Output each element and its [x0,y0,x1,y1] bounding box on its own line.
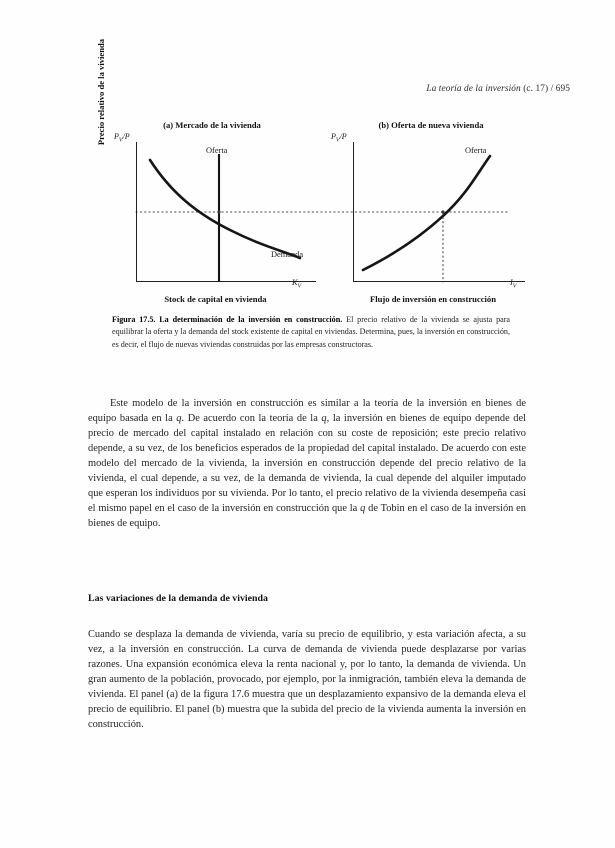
figure-caption [112,314,510,351]
figure-caption-title: Figura 17.5. La determinación de la inversión en construcción. [112,315,343,324]
p1-part-2: . De acuerdo con la teoría de la [181,413,322,425]
panel-b-curves [335,120,528,310]
panel-a-title: (a) Mercado de la vivienda [163,120,261,130]
panel-b-x-axis-label: Flujo de inversión en construcción [369,294,497,304]
p1-q-2: q [321,413,327,425]
panel-b-x-axis-symbol: $I_V$ [510,278,517,290]
p1-part-3: , la inversión en bienes de equipo depende del precio de mercado del capital instalado en relación con su coste de reposición; este precio relativo depende, a su vez, de los beneficios esperados de la propiedad del capital instalado. De acuerdo con este modelo del mercado de la vivienda, la inversión en construcción depende del precio relativo de la vivienda, el cual depende, a su vez, de la demanda de vivienda, la cual depende del alquiler imputado que esperan los individuos por su vivienda. Por lo tanto, el precio relativo de la vivienda desempeña casi el mismo papel en el caso de la inversión en construcción que la [88,413,526,515]
panel-a-y-axis-symbol: $P_V/P$ [114,132,130,144]
running-head-chapter: (c. 17) [523,84,549,94]
section-heading: Las variaciones de la demanda de vivienda [88,593,268,604]
figure-caption-body: El precio relativo de la vivienda se ajusta para equilibrar la oferta y la demanda del stock existente de capital en viviendas. Determina, pues, la inversión en construcción, es decir, el flujo de nuevas viviendas construidas por las empresas constructoras. [112,315,510,349]
panel-b-supply-label: Oferta [465,146,487,155]
p1-part-1: Este modelo de la inversión en construcción es similar a la teoría de la inversión en bienes de equipo basada en la [88,398,526,425]
panel-b-y-axis-symbol: $P_V/P$ [331,132,347,144]
panel-a-x-axis-symbol: $K_V$ [292,278,302,290]
panel-a-y-axis-label: Precio relativo de la vivienda [96,38,106,146]
running-head-page-number: 695 [555,84,570,94]
panel-a-demand-label: Demanda [271,250,304,259]
panel-a-supply-label: Oferta [206,146,228,155]
panel-b-title: (b) Oferta de nueva vivienda [378,120,484,130]
p1-part-4: de Tobin en el caso de la inversión en bienes de equipo. [88,503,526,530]
p1-q-1: q [176,413,182,425]
running-head-title: La teoría de la inversión [426,84,521,94]
running-head-separator: / [548,84,556,94]
chart-panel-b [331,120,528,310]
body-paragraph-1 [88,396,526,531]
panel-a-x-axis-label: Stock de capital en vivienda [164,294,267,304]
chart-panel-a [96,38,320,310]
body-paragraph-2: Cuando se desplaza la demanda de vivienda, varía su precio de equilibrio, y esta variación afecta, a su vez, a la inversión en construcción. La curva de demanda de vivienda puede desplazarse por varias razones. Una expansión económica eleva la renta nacional y, por lo tanto, la demanda de vivienda. Un gran aumento de la población, provocado, por ejemplo, por la inmigración, también eleva la demanda de vivienda. El panel (a) de la figura 17.6 muestra que un desplazamiento expansivo de la demanda eleva el precio de equilibrio. El panel (b) muestra que la subida del precio de la vivienda aumenta la inversión en construcción. [88,629,526,731]
p1-q-3: q [360,503,366,515]
running-head [426,84,570,94]
